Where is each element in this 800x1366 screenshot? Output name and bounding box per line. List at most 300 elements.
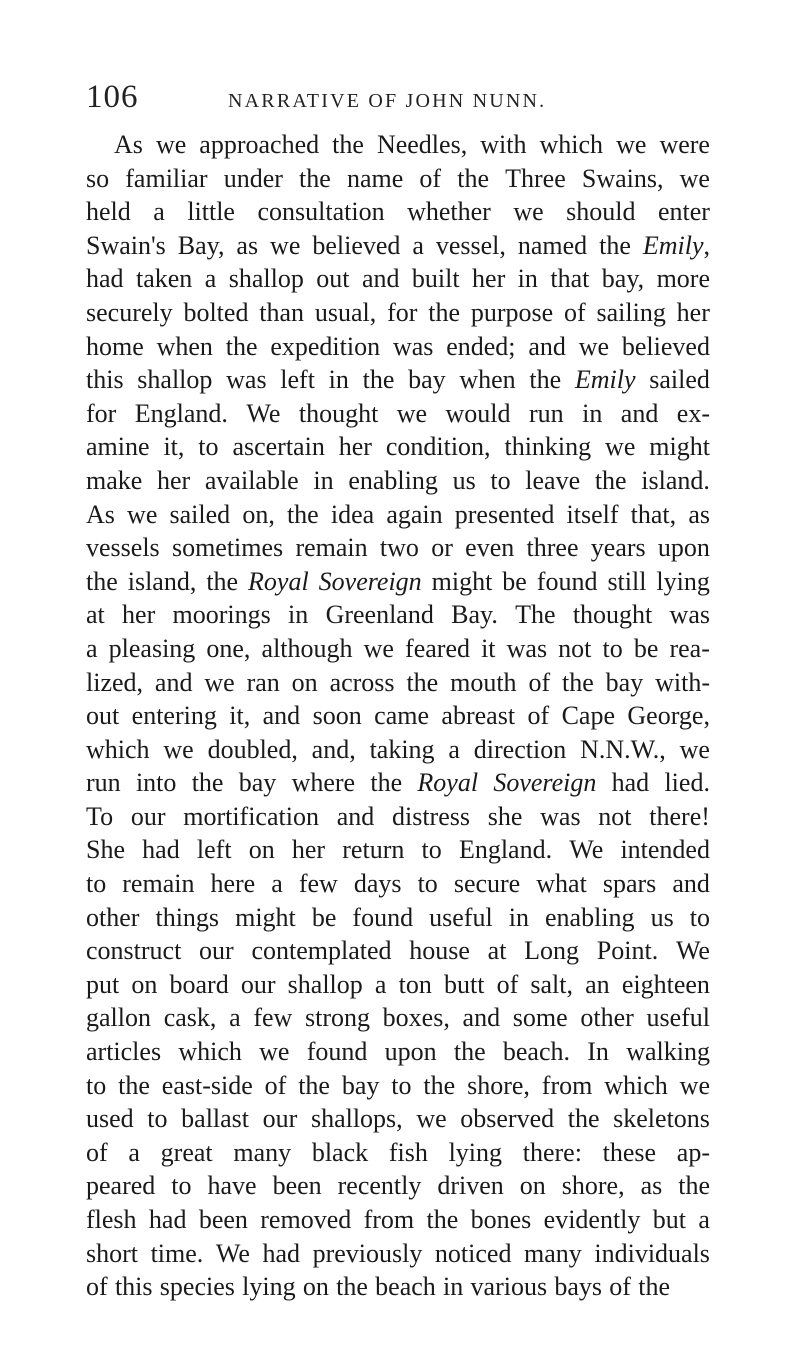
word: available bbox=[204, 465, 299, 495]
word: whether bbox=[407, 197, 491, 227]
word: we bbox=[679, 734, 710, 764]
word: the bbox=[206, 566, 239, 596]
word: in bbox=[517, 264, 538, 294]
word: bones bbox=[470, 1205, 532, 1234]
text-line bbox=[86, 128, 710, 162]
word: The bbox=[515, 600, 556, 630]
word: there: bbox=[522, 1137, 582, 1167]
word: and bbox=[672, 869, 710, 899]
word: on bbox=[302, 1272, 329, 1302]
word: in bbox=[582, 398, 603, 428]
word: other bbox=[580, 1003, 634, 1033]
word: it, bbox=[229, 701, 251, 731]
word: with bbox=[480, 130, 527, 159]
word: bay bbox=[238, 768, 277, 798]
word: sometimes bbox=[171, 533, 284, 563]
word: black bbox=[311, 1137, 369, 1167]
word: Emily bbox=[574, 365, 636, 395]
word: lying bbox=[448, 1137, 503, 1167]
word: To bbox=[86, 801, 114, 831]
word: Sovereign bbox=[318, 566, 422, 596]
word: lied. bbox=[664, 768, 710, 798]
word: secure bbox=[453, 869, 521, 899]
word: we bbox=[127, 499, 158, 529]
word: days bbox=[353, 869, 402, 899]
word: a bbox=[153, 197, 165, 227]
word: built bbox=[411, 264, 460, 294]
word: three bbox=[526, 533, 579, 563]
word: remain bbox=[122, 869, 195, 899]
word: were bbox=[659, 130, 710, 159]
word: to bbox=[391, 1070, 412, 1100]
word: noticed bbox=[434, 1238, 512, 1268]
word: there! bbox=[649, 801, 710, 831]
word: on bbox=[291, 667, 318, 697]
word: had bbox=[262, 1238, 300, 1268]
word: a bbox=[448, 734, 460, 764]
word: be bbox=[633, 633, 659, 663]
text-line bbox=[86, 1203, 710, 1237]
word: salt, bbox=[530, 969, 573, 999]
word: and bbox=[336, 801, 375, 831]
word: the bbox=[638, 1272, 670, 1302]
word: on, bbox=[242, 499, 275, 529]
text-line bbox=[86, 833, 710, 867]
word: Royal bbox=[417, 768, 479, 798]
word: a bbox=[271, 869, 283, 899]
word: upon bbox=[384, 1037, 437, 1067]
word: to bbox=[421, 835, 442, 865]
word: the bbox=[453, 1037, 486, 1067]
text-line bbox=[86, 968, 710, 1002]
word: return bbox=[342, 835, 405, 865]
word: from bbox=[363, 1205, 415, 1234]
word: and bbox=[620, 398, 659, 428]
word: might bbox=[235, 902, 296, 932]
text-line bbox=[86, 296, 710, 330]
word: and bbox=[154, 667, 193, 697]
text-line bbox=[86, 1169, 710, 1203]
word: George, bbox=[627, 701, 710, 731]
word: from bbox=[541, 1070, 593, 1100]
word: to bbox=[198, 432, 219, 462]
word: a bbox=[374, 969, 387, 999]
word: the bbox=[567, 1104, 600, 1134]
word: many bbox=[233, 1137, 292, 1167]
word: her bbox=[291, 835, 326, 865]
word: house bbox=[409, 936, 470, 966]
text-line bbox=[86, 666, 710, 700]
word: Emily, bbox=[642, 230, 710, 260]
word: two bbox=[379, 533, 419, 563]
word: we bbox=[155, 130, 187, 159]
word: name bbox=[346, 163, 404, 193]
word: to bbox=[689, 902, 710, 932]
word: so bbox=[86, 163, 110, 193]
word: securely bbox=[86, 297, 173, 327]
word: beach. bbox=[502, 1037, 571, 1067]
text-line bbox=[86, 498, 710, 532]
word: we bbox=[578, 331, 610, 361]
word: ex- bbox=[676, 398, 710, 428]
word: when bbox=[459, 365, 516, 395]
word: butt bbox=[443, 969, 485, 999]
word: the bbox=[191, 768, 224, 798]
word: was bbox=[540, 801, 581, 831]
word: skeletons bbox=[613, 1104, 710, 1134]
word: bay bbox=[605, 667, 644, 697]
text-line bbox=[86, 430, 710, 464]
word: her bbox=[338, 432, 372, 462]
text-line bbox=[86, 397, 710, 431]
word: on bbox=[248, 835, 275, 865]
text-line bbox=[86, 363, 710, 397]
text-line bbox=[86, 565, 710, 599]
word: enter bbox=[658, 197, 710, 227]
word: We bbox=[569, 835, 604, 865]
word: shore, bbox=[561, 1171, 625, 1201]
word: to bbox=[86, 1070, 107, 1100]
word: on bbox=[519, 1171, 546, 1201]
word: island. bbox=[641, 465, 710, 495]
word: although bbox=[261, 633, 353, 663]
word: was bbox=[506, 633, 548, 663]
word: ran bbox=[246, 667, 280, 697]
word: usual, bbox=[314, 297, 377, 327]
word: the bbox=[428, 297, 461, 327]
word: and bbox=[361, 264, 400, 294]
word: recently bbox=[337, 1171, 422, 1201]
word: many bbox=[524, 1238, 582, 1268]
word: thinking bbox=[504, 432, 592, 462]
text-line bbox=[86, 598, 710, 632]
word: been bbox=[272, 1171, 322, 1201]
word: and bbox=[462, 1003, 501, 1033]
word: left bbox=[280, 365, 315, 395]
word: Swain's bbox=[86, 230, 166, 260]
word: the bbox=[423, 1070, 456, 1100]
word: mouth bbox=[450, 667, 517, 697]
word: of bbox=[564, 297, 586, 327]
word: Needles, bbox=[376, 130, 468, 159]
word: she bbox=[487, 801, 523, 831]
word: we bbox=[605, 432, 636, 462]
word: our bbox=[262, 1104, 298, 1134]
text-line bbox=[86, 1102, 710, 1136]
word: been bbox=[198, 1205, 248, 1234]
word: ended; bbox=[446, 331, 516, 361]
word: other bbox=[86, 902, 140, 932]
word: this bbox=[86, 365, 124, 395]
word: had bbox=[142, 835, 180, 865]
word: came bbox=[374, 701, 429, 731]
word: shallop bbox=[228, 264, 304, 294]
word: into bbox=[135, 768, 177, 798]
word: found bbox=[536, 566, 598, 596]
word: a bbox=[698, 1205, 710, 1234]
text-line bbox=[86, 229, 710, 263]
word: doubled, bbox=[207, 734, 298, 764]
word: believed bbox=[312, 230, 401, 260]
word: We bbox=[246, 398, 281, 428]
word: her bbox=[157, 465, 191, 495]
word: named bbox=[517, 230, 588, 260]
word: which bbox=[604, 1070, 668, 1100]
word: not bbox=[598, 801, 632, 831]
word: amine bbox=[86, 432, 150, 462]
word: eighteen bbox=[621, 969, 710, 999]
word: years bbox=[590, 533, 646, 563]
word: enabling bbox=[348, 465, 438, 495]
word: N.N.W., bbox=[580, 734, 666, 764]
word: the bbox=[406, 667, 439, 697]
word: was bbox=[226, 365, 267, 395]
word: expedition bbox=[270, 331, 381, 361]
word: held bbox=[86, 197, 131, 227]
word: her bbox=[676, 297, 710, 327]
word: but bbox=[652, 1205, 687, 1234]
word: at bbox=[86, 600, 105, 630]
word: the bbox=[426, 1205, 459, 1234]
word: England. bbox=[134, 398, 228, 428]
text-line bbox=[86, 699, 710, 733]
word: of bbox=[609, 1272, 631, 1302]
text-line bbox=[86, 733, 710, 767]
word: thought bbox=[298, 398, 379, 428]
word: sailing bbox=[596, 297, 666, 327]
word: ascertain bbox=[232, 432, 325, 462]
text-line bbox=[86, 195, 710, 229]
text-line bbox=[86, 934, 710, 968]
word: on bbox=[131, 969, 158, 999]
word: as bbox=[236, 230, 259, 260]
word: for bbox=[86, 398, 117, 428]
word: which bbox=[178, 1037, 242, 1067]
word: Greenland bbox=[325, 600, 434, 630]
word: the bbox=[594, 465, 627, 495]
word: had bbox=[86, 264, 124, 294]
word: fish bbox=[388, 1137, 428, 1167]
word: where bbox=[291, 768, 356, 798]
word: our bbox=[199, 936, 234, 966]
word: England. bbox=[458, 835, 553, 865]
word: peared bbox=[86, 1171, 156, 1201]
word: more bbox=[656, 264, 710, 294]
text-line bbox=[86, 464, 710, 498]
word: in bbox=[443, 1272, 464, 1302]
word: the bbox=[332, 130, 364, 159]
word: we bbox=[204, 667, 235, 697]
word: Bay. bbox=[451, 600, 498, 630]
text-line bbox=[86, 330, 710, 364]
word: that bbox=[550, 264, 590, 294]
word: not bbox=[558, 633, 592, 663]
page-number: 106 bbox=[86, 79, 139, 115]
word: it bbox=[481, 633, 496, 663]
text-line bbox=[86, 867, 710, 901]
word: enabling bbox=[545, 902, 635, 932]
word: under bbox=[223, 163, 283, 193]
word: left bbox=[196, 835, 232, 865]
word: taking bbox=[369, 734, 435, 764]
word: Long bbox=[524, 936, 580, 966]
word: and bbox=[528, 331, 566, 361]
word: would bbox=[445, 398, 511, 428]
word: to bbox=[86, 869, 107, 899]
word: run bbox=[528, 398, 564, 428]
word: out bbox=[316, 264, 350, 294]
word: was bbox=[669, 600, 710, 630]
word: condition, bbox=[385, 432, 491, 462]
word: bays bbox=[554, 1272, 603, 1302]
text-line bbox=[86, 1270, 710, 1304]
word: few bbox=[298, 869, 338, 899]
word: presented bbox=[454, 499, 555, 529]
word: this bbox=[114, 1272, 153, 1302]
word: found bbox=[306, 1037, 368, 1067]
word: She bbox=[86, 835, 125, 865]
word: our bbox=[240, 969, 276, 999]
text-line bbox=[86, 766, 710, 800]
word: Royal bbox=[248, 566, 309, 596]
word: lized, bbox=[86, 667, 144, 697]
word: lying bbox=[656, 566, 710, 596]
word: the bbox=[529, 365, 562, 395]
word: Point. bbox=[596, 936, 659, 966]
word: In bbox=[587, 1037, 609, 1067]
word: the bbox=[298, 1070, 330, 1100]
word: which bbox=[539, 130, 604, 159]
word: again bbox=[386, 499, 443, 529]
text-line bbox=[86, 162, 710, 196]
text-line bbox=[86, 1136, 710, 1170]
word: beach bbox=[375, 1272, 436, 1302]
word: direction bbox=[473, 734, 567, 764]
word: the bbox=[370, 768, 403, 798]
word: be bbox=[502, 566, 527, 596]
word: had bbox=[148, 1205, 187, 1234]
word: upon bbox=[657, 533, 710, 563]
word: walking bbox=[626, 1037, 710, 1067]
word: contemplated bbox=[251, 936, 392, 966]
word: her bbox=[122, 600, 156, 630]
word: flesh bbox=[86, 1205, 137, 1234]
word: shallop bbox=[137, 365, 213, 395]
word: driven bbox=[437, 1171, 504, 1201]
text-line bbox=[86, 1001, 710, 1035]
word: construct bbox=[86, 936, 182, 966]
text-line bbox=[86, 1035, 710, 1069]
word: the bbox=[362, 365, 395, 395]
word: shore, bbox=[467, 1070, 530, 1100]
word: we bbox=[513, 197, 544, 227]
word: idea bbox=[330, 499, 375, 529]
word: spars bbox=[602, 869, 657, 899]
word: individuals bbox=[594, 1238, 710, 1268]
word: one, bbox=[206, 633, 251, 663]
word: species bbox=[159, 1272, 235, 1302]
word: We bbox=[215, 1238, 250, 1268]
word: of bbox=[528, 667, 551, 697]
word: observed bbox=[460, 1104, 555, 1134]
word: thought bbox=[572, 600, 653, 630]
word: moorings bbox=[172, 600, 271, 630]
word: us bbox=[452, 465, 476, 495]
word: the bbox=[86, 566, 118, 596]
word: to bbox=[417, 869, 438, 899]
word: we bbox=[616, 130, 647, 159]
word: a bbox=[128, 1137, 140, 1167]
body-text bbox=[86, 128, 710, 1304]
word: ap- bbox=[676, 1137, 710, 1167]
word: shallop bbox=[287, 969, 363, 999]
word: consultation bbox=[257, 197, 385, 227]
word: we bbox=[416, 1104, 447, 1134]
word: have bbox=[207, 1171, 257, 1201]
running-title: NARRATIVE OF JOHN NUNN. bbox=[228, 90, 547, 112]
word: purpose bbox=[470, 297, 554, 327]
word: of bbox=[496, 969, 519, 999]
word: to bbox=[147, 1104, 168, 1134]
word: useful bbox=[646, 1003, 710, 1033]
word: was bbox=[392, 331, 434, 361]
word: bay bbox=[341, 1070, 380, 1100]
text-line bbox=[86, 531, 710, 565]
word: sailed bbox=[169, 499, 231, 529]
word: removed bbox=[260, 1205, 352, 1234]
word: Swains, bbox=[581, 163, 664, 193]
word: across bbox=[329, 667, 395, 697]
text-line bbox=[86, 901, 710, 935]
word: what bbox=[536, 869, 587, 899]
word: home bbox=[86, 331, 144, 361]
word: great bbox=[160, 1137, 213, 1167]
word: than bbox=[259, 297, 305, 327]
word: Cape bbox=[561, 701, 615, 731]
text-line bbox=[86, 800, 710, 834]
word: as bbox=[640, 1171, 663, 1201]
word: island, bbox=[127, 566, 197, 596]
word: itself bbox=[566, 499, 619, 529]
word: Three bbox=[505, 163, 566, 193]
word: the bbox=[562, 667, 594, 697]
word: in bbox=[313, 465, 334, 495]
word: had bbox=[611, 768, 650, 798]
word: ballast bbox=[181, 1104, 250, 1134]
word: soon bbox=[312, 701, 362, 731]
word: approached bbox=[199, 130, 320, 159]
word: things bbox=[155, 902, 220, 932]
word: for bbox=[387, 297, 418, 327]
word: us bbox=[650, 902, 674, 932]
word: her bbox=[472, 264, 506, 294]
word: As bbox=[114, 130, 143, 159]
word: gallon bbox=[86, 1003, 151, 1033]
word: in bbox=[328, 365, 349, 395]
word: familiar bbox=[125, 163, 208, 193]
word: ton bbox=[398, 969, 432, 999]
word: time. bbox=[150, 1238, 204, 1268]
word: put bbox=[86, 969, 120, 999]
word: found bbox=[352, 902, 414, 932]
word: we bbox=[396, 398, 428, 428]
word: Bay, bbox=[177, 230, 225, 260]
text-line bbox=[86, 1069, 710, 1103]
word: should bbox=[566, 197, 636, 227]
word: entering bbox=[131, 701, 217, 731]
word: with- bbox=[655, 667, 710, 697]
word: and, bbox=[311, 734, 356, 764]
